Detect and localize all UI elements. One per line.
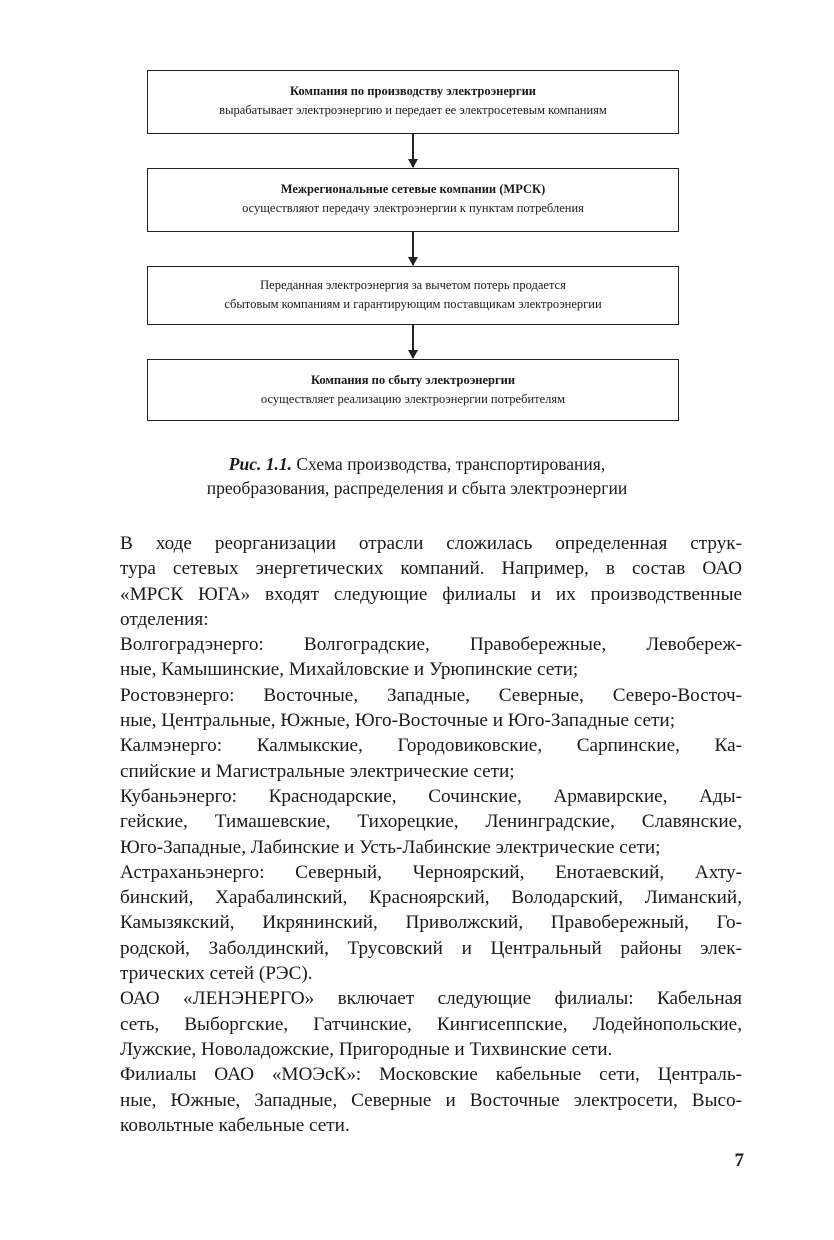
flow-box-sales [147,359,679,421]
box-text: вырабатывает электроэнергию и передает ее электросетевым компаниям [219,103,607,117]
caption-line: преобразования, распределения и сбыта электроэнергии [206,478,628,498]
body-text [86,531,742,1138]
text-line: ные, Камышинские, Михайловские и Урюпинские сети; [120,659,579,681]
paragraph [86,632,742,683]
box-title: Компания по сбыту электроэнергии [310,373,516,387]
text-line: Кубаньэнерго: Краснодарские, Сочинские, Армавирские, Ады- [120,785,742,807]
caption-line: Схема производства, транспортирования, [291,454,606,474]
text-line: ОАО «ЛЕНЭНЕРГО» включает следующие филиалы: Кабельная [120,988,742,1010]
text-line: тура сетевых энергетических компаний. Например, в состав ОАО [120,558,742,580]
box-text: сбытовым компаниям и гарантирующим поставщикам электроэнергии [224,297,602,311]
text-line: гейские, Тимашевские, Тихорецкие, Ленинградские, Славянские, [120,811,742,833]
flow-box-generation [147,70,679,134]
box-text: осуществляют передачу электроэнергии к пунктам потребления [242,201,584,215]
figure-caption [100,452,734,500]
text-line: отделения: [120,608,209,630]
text-line: ковольтные кабельные сети. [120,1114,350,1136]
box-title: Межрегиональные сетевые компании (МРСК) [280,182,546,196]
text-line: В ходе реорганизации отрасли сложилась определенная струк- [120,533,742,554]
text-line: ные, Южные, Западные, Северные и Восточные электросети, Высо- [120,1089,742,1111]
text-line: бинский, Харабалинский, Красноярский, Володарский, Лиманский, [120,887,742,909]
paragraph [86,784,742,860]
paragraph [86,733,742,784]
text-line: трических сетей (РЭС). [120,963,313,985]
box-text: Переданная электроэнергия за вычетом потерь продается [260,278,566,292]
down-arrow-icon [412,325,414,358]
down-arrow-icon [412,232,414,265]
text-line: Калмэнерго: Калмыкские, Городовиковские, Сарпинские, Ка- [120,735,742,757]
box-text: осуществляет реализацию электроэнергии потребителям [260,392,566,406]
paragraph [86,860,742,986]
text-line: родской, Заболдинский, Трусовский и Центральный районы элек- [120,937,742,959]
text-line: Юго-Западные, Лабинские и Усть-Лабинские электрические сети; [120,836,661,858]
text-line: Астраханьэнерго: Северный, Черноярский, Енотаевский, Ахту- [120,861,742,883]
paragraph [86,531,742,632]
text-line: спийские и Магистральные электрические сети; [120,760,515,782]
flow-box-transfer [147,266,679,325]
text-line: Камызякский, Икрянинский, Приволжский, Правобережный, Го- [120,912,742,934]
page-number: 7 [734,1150,744,1171]
text-line: Ростовэнерго: Восточные, Западные, Северные, Северо-Восточ- [120,684,742,706]
text-line: «МРСК ЮГА» входят следующие филиалы и их производственные [120,583,742,605]
paragraph [86,1062,742,1138]
paragraph [86,986,742,1062]
paragraph [86,683,742,734]
down-arrow-icon [412,134,414,167]
text-line: Филиалы ОАО «МОЭсК»: Московские кабельные сети, Централь- [120,1064,742,1086]
text-line: ные, Центральные, Южные, Юго-Восточные и Юго-Западные сети; [120,710,676,732]
text-line: Лужские, Новоладожские, Пригородные и Тихвинские сети. [120,1038,613,1060]
text-line: сеть, Выборгские, Гатчинские, Кингисеппские, Лодейнопольские, [120,1013,742,1035]
flow-box-mrsk [147,168,679,232]
figure-label: Рис. 1.1. [228,454,292,474]
text-line: Волгоградэнерго: Волгоградские, Правобережные, Левобереж- [120,634,742,656]
box-title: Компания по производству электроэнергии [290,84,536,98]
